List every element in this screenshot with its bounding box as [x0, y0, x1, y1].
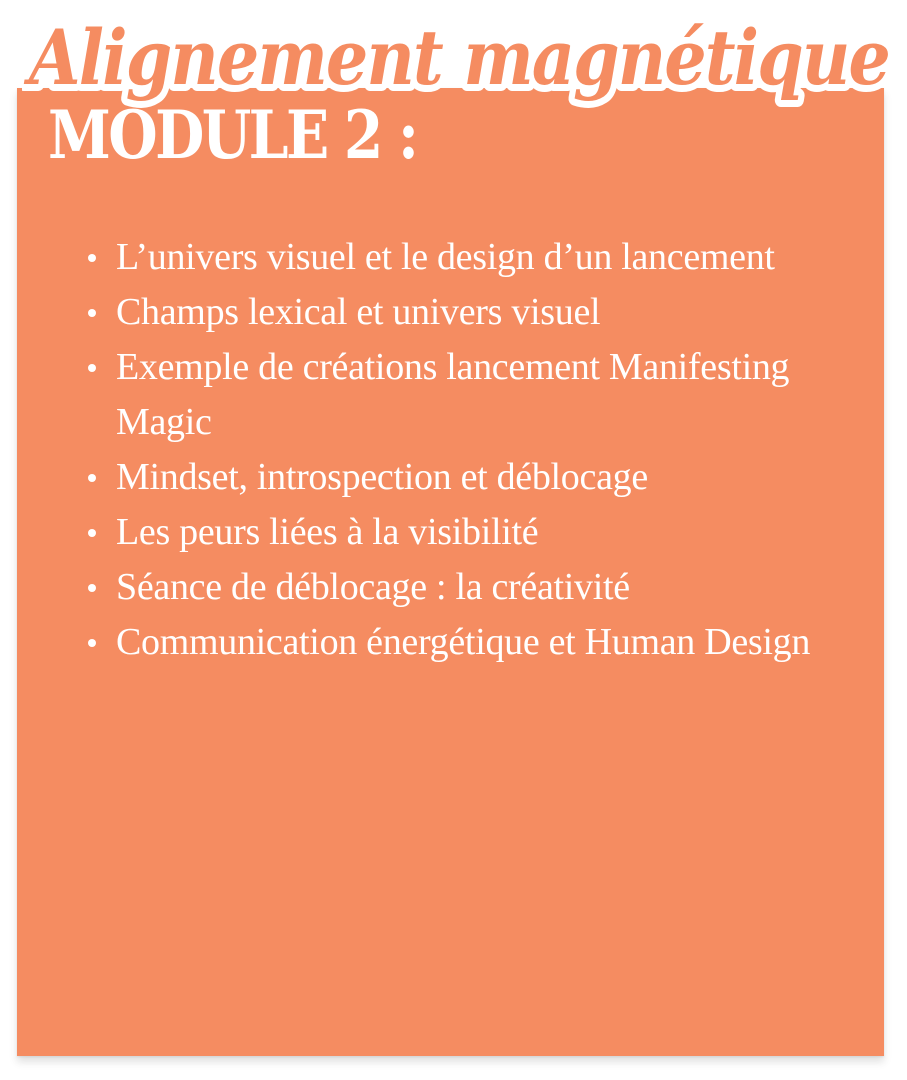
- topic-item: [116, 505, 856, 560]
- bullet-icon: [88, 254, 96, 262]
- script-title-text: Alignement magnétique: [23, 13, 890, 102]
- script-title-outline: Alignement magnétique: [23, 13, 890, 102]
- bullet-icon: [88, 309, 96, 317]
- topic-text: Mindset, introspection et déblocage: [116, 456, 648, 498]
- bullet-icon: [88, 474, 96, 482]
- topic-text: L’univers visuel et le design d’un lancement: [116, 236, 775, 278]
- topic-text: Séance de déblocage : la créativité: [116, 566, 630, 608]
- bullet-icon: [88, 529, 96, 537]
- bullet-icon: [88, 584, 96, 592]
- topic-item: [116, 340, 856, 450]
- topic-text: Exemple de créations lancement Manifesting Magic: [116, 346, 790, 443]
- topic-item: [116, 615, 856, 670]
- topic-item: [116, 230, 856, 285]
- module-title: MODULE 2 :: [48, 96, 417, 174]
- topic-item: [116, 285, 856, 340]
- bullet-icon: [88, 364, 96, 372]
- topic-item: [116, 450, 856, 505]
- topic-text: Communication énergétique et Human Design: [116, 621, 811, 663]
- topic-item: [116, 560, 856, 615]
- bullet-icon: [88, 639, 96, 647]
- topic-list: [86, 230, 856, 670]
- topic-text: Les peurs liées à la visibilité: [116, 511, 539, 553]
- script-title-svg: [22, 2, 897, 112]
- script-title-banner: [22, 2, 897, 112]
- topic-text: Champs lexical et univers visuel: [116, 291, 601, 333]
